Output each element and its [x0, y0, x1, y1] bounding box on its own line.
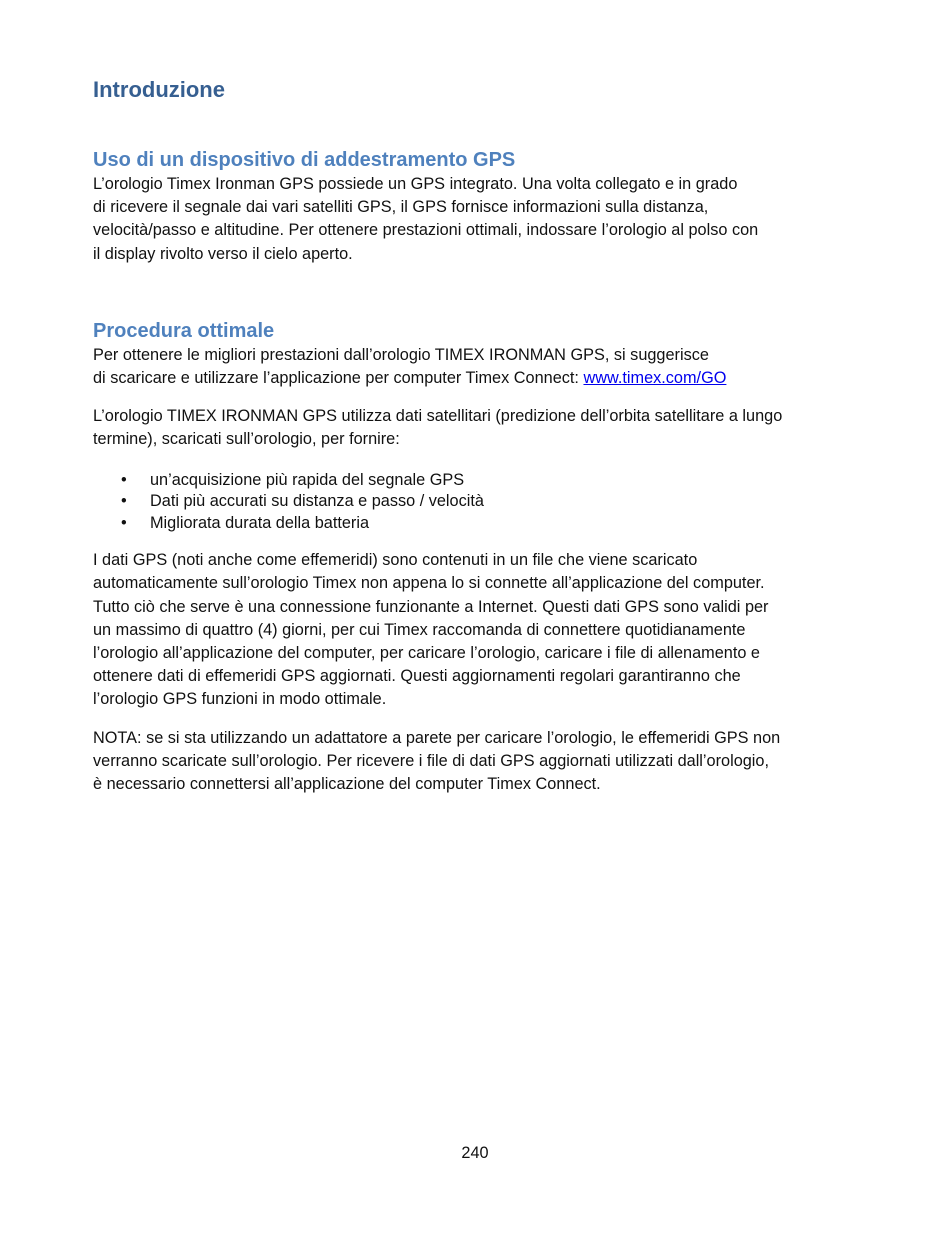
page-content: [93, 75, 853, 796]
paragraph-intro: [93, 344, 853, 390]
text-line-with-link: [93, 367, 853, 390]
text-line: di ricevere il segnale dai vari satelliti GPS, il GPS fornisce informazioni sulla distanza,: [93, 198, 709, 217]
text-line: un massimo di quattro (4) giorni, per cui Timex raccomanda di connettere quotidianamente: [93, 620, 746, 639]
benefits-list: [93, 470, 853, 535]
page-number: 240: [461, 1144, 489, 1162]
text-line: Tutto ciò che serve è una connessione funzionante a Internet. Questi dati GPS sono validi per: [93, 597, 769, 616]
page-title: Introduzione: [93, 77, 225, 102]
paragraph-gps-device: [93, 173, 853, 266]
text-line: NOTA: se si sta utilizzando un adattatore a parete per caricare l’orologio, le effemeridi GPS non: [93, 728, 781, 747]
list-item: [93, 513, 853, 535]
section-best-practice: [93, 318, 853, 796]
text-line: verranno scaricate sull’orologio. Per ricevere i file di dati GPS aggiornati utilizzati dall’orologio,: [93, 751, 769, 770]
section-heading-gps-device: Uso di un dispositivo di addestramento GPS: [93, 149, 516, 171]
paragraph-note: [93, 727, 853, 797]
text-line: Per ottenere le migliori prestazioni dall’orologio TIMEX IRONMAN GPS, si suggerisce: [93, 345, 709, 364]
paragraph-ephemeris: [93, 549, 853, 711]
paragraph-satellite-data: [93, 405, 853, 451]
text-line: l’orologio GPS funzioni in modo ottimale.: [93, 690, 387, 709]
text-line: è necessario connettersi all’applicazione del computer Timex Connect.: [93, 774, 601, 793]
bullet-icon: •: [121, 513, 127, 532]
bullet-icon: •: [121, 470, 127, 489]
text-line: automaticamente sull’orologio Timex non appena lo si connette all’applicazione del computer.: [93, 574, 765, 593]
list-item-text: Dati più accurati su distanza e passo / velocità: [150, 492, 484, 511]
text-line: il display rivolto verso il cielo aperto.: [93, 244, 353, 263]
text-line: l’orologio all’applicazione del computer, per caricare l’orologio, caricare i file di allenamento e: [93, 643, 760, 662]
list-item: [93, 470, 853, 492]
section-heading-best-practice: Procedura ottimale: [93, 319, 275, 342]
section-gps-device: [93, 147, 853, 266]
list-item: [93, 491, 853, 513]
list-item-text: un’acquisizione più rapida del segnale GPS: [150, 470, 465, 489]
text-line: L’orologio Timex Ironman GPS possiede un GPS integrato. Una volta collegato e in grado: [93, 175, 738, 193]
text-line: velocità/passo e altitudine. Per ottenere prestazioni ottimali, indossare l’orologio al polso con: [93, 221, 759, 240]
text-line: L’orologio TIMEX IRONMAN GPS utilizza dati satellitari (predizione dell’orbita satellitare a lungo: [93, 407, 783, 426]
text-line: ottenere dati di effemeridi GPS aggiornati. Questi aggiornamenti regolari garantiranno che: [93, 667, 741, 686]
list-item-text: Migliorata durata della batteria: [150, 513, 370, 532]
text-line: I dati GPS (noti anche come effemeridi) sono contenuti in un file che viene scaricato: [93, 551, 698, 570]
text-segment: di scaricare e utilizzare l’applicazione per computer Timex Connect:: [93, 369, 584, 388]
text-line: termine), scaricati sull’orologio, per fornire:: [93, 430, 400, 449]
bullet-icon: •: [121, 492, 127, 511]
timex-connect-link[interactable]: www.timex.com/GO: [583, 369, 727, 388]
